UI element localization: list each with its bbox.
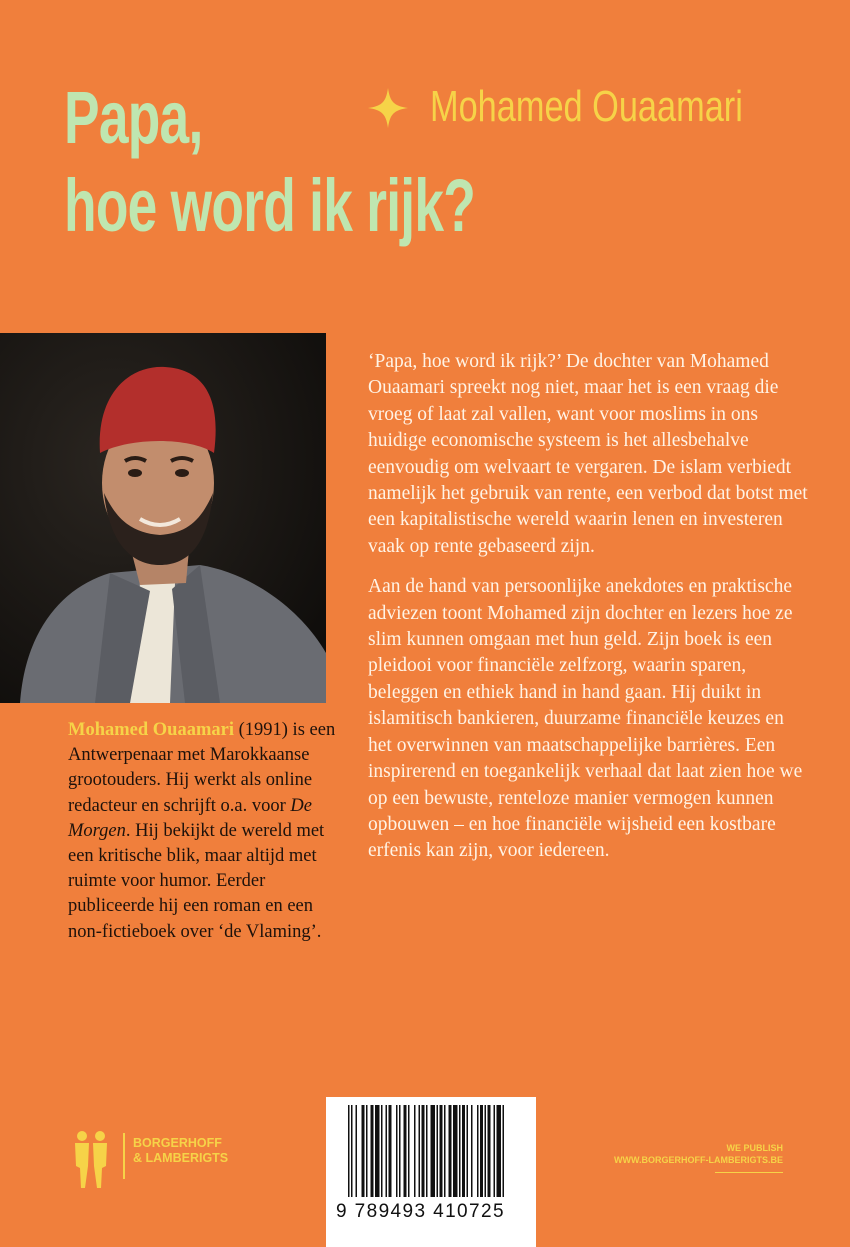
author-photo — [0, 333, 326, 703]
four-point-star-icon — [368, 88, 408, 128]
book-title-line-1: Papa, — [64, 76, 203, 159]
publisher-logo-text — [133, 1136, 228, 1166]
blurb-paragraph-2: Aan de hand van persoonlijke anekdotes en praktische adviezen toont Mohamed zijn dochter en lezers hoe ze slim kunnen omgaan met hun geld. Zijn boek is een pleidooi voor financiële zelfzorg, waarin sparen, beleggen en ethiek hand in hand gaan. Hij duikt in islamitisch bankieren, duurzame financiële keuzes en het overwinnen van maatschappelijke barrières. Een inspirerend en toegankelijk verhaal dat laat zien hoe we op een bewuste, renteloze manier vermogen kunnen opbouwen – en hoe financiële wijsheid een kostbare erfenis kan zijn, voor iedereen. — [368, 576, 803, 862]
two-figures-logo-icon — [66, 1130, 116, 1190]
isbn-barcode — [326, 1097, 536, 1247]
bio-text-part-2: . Hij bekijkt de wereld met een kritische blik, maar altijd met ruimte voor humor. Eerder publiceerde hij een roman en een non-fictieboek over ‘de Vlaming’. — [68, 820, 325, 942]
author-name-header: Mohamed Ouaamari — [430, 82, 743, 131]
bio-author-name: Mohamed Ouaamari — [68, 720, 234, 740]
back-cover-blurb — [368, 349, 808, 879]
publisher-tagline: WE PUBLISH — [726, 1143, 783, 1153]
logo-divider — [123, 1133, 125, 1179]
publisher-website-link[interactable]: WWW.BORGERHOFF-LAMBERIGTS.BE — [614, 1155, 783, 1165]
author-bio — [68, 718, 338, 945]
book-title-line-2: hoe word ik rijk? — [64, 164, 476, 247]
bio-newspaper-name: De Morgen — [68, 795, 312, 841]
barcode-bars — [326, 1097, 536, 1197]
bio-text-part-1: (1991) is een Antwerpenaar met Marokkaanse grootouders. Hij werkt als online redacteur en schrijft o.a. voor — [68, 720, 336, 816]
publisher-name-line-2: & LAMBERIGTS — [133, 1151, 229, 1165]
isbn-number: 9 789493 410725 — [336, 1201, 505, 1222]
publisher-name-line-1: BORGERHOFF — [133, 1136, 222, 1150]
publisher-underline — [715, 1172, 783, 1173]
publisher-info — [614, 1142, 783, 1166]
blurb-paragraph-1: ‘Papa, hoe word ik rijk?’ De dochter van Mohamed Ouaamari spreekt nog niet, maar het is een vraag die vroeg of laat zal vallen, want voor moslims in ons huidige economische systeem is het allesbehalve eenvoudig om welvaart te vergaren. De islam verbiedt namelijk het gebruik van rente, een verbod dat botst met een kapitalistische wereld waarin lenen en investeren vaak op rente gebaseerd zijn. — [368, 351, 808, 557]
